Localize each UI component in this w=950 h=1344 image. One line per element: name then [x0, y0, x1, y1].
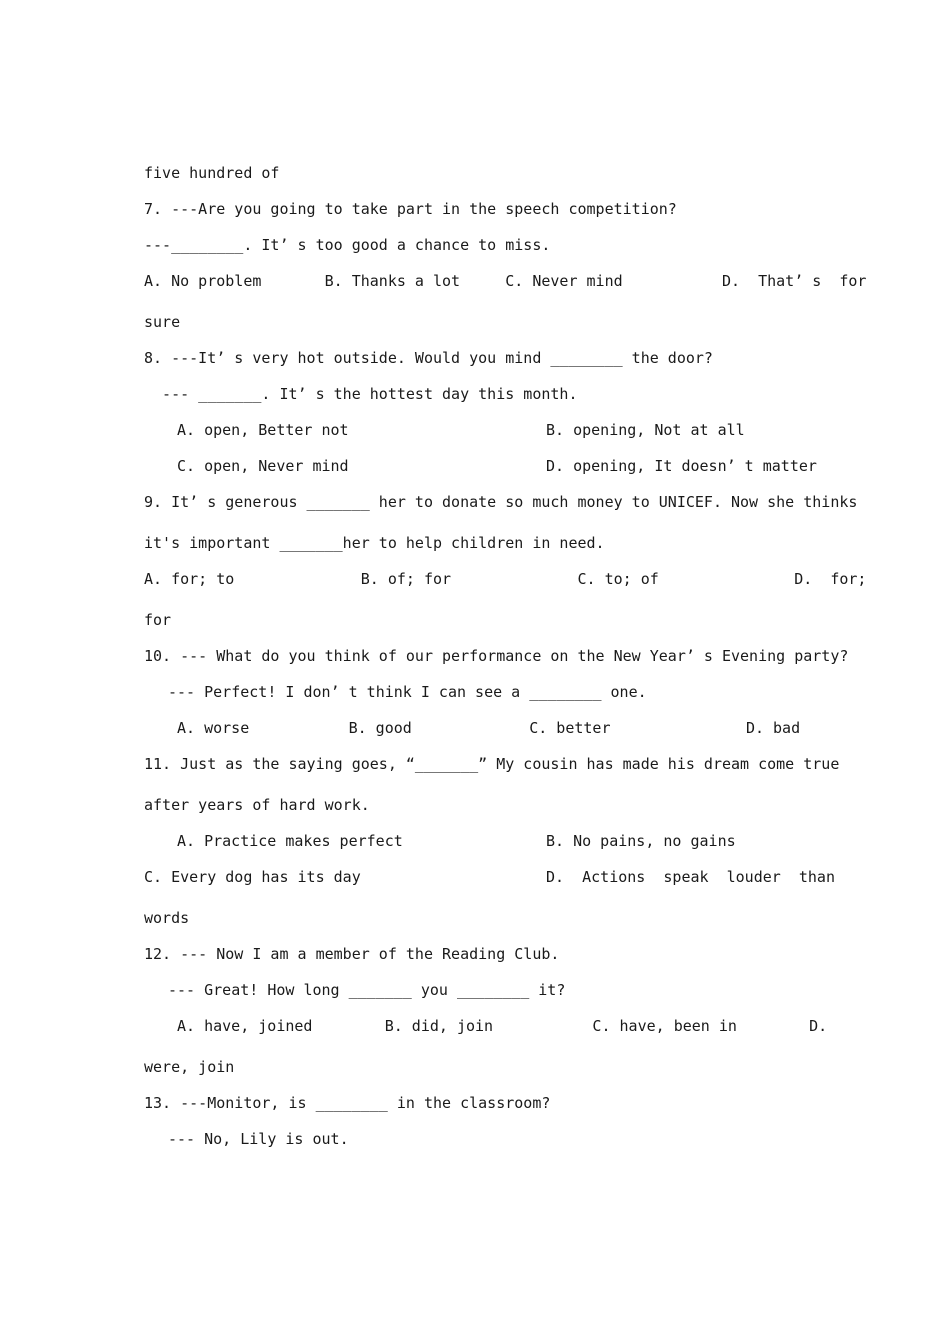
question-8-option-a: A. open, Better not [177, 421, 349, 439]
question-12-options: A. have, joined B. did, join C. have, been in D. [177, 1017, 828, 1035]
question-8-option-d: D. opening, It doesn’ t matter [546, 457, 817, 475]
question-9-stem: 9. It’ s generous _______ her to donate so much money to UNICEF. Now she thinks [144, 493, 858, 511]
question-11-option-d: D. Actions speak louder than [546, 868, 835, 886]
question-13-stem: 13. ---Monitor, is ________ in the classroom? [144, 1094, 551, 1112]
question-9-options-wrap: for [144, 611, 172, 629]
question-8-option-c: C. open, Never mind [177, 457, 349, 475]
question-12-stem: 12. --- Now I am a member of the Reading Club. [144, 945, 560, 963]
question-7-options-wrap: sure [144, 313, 181, 331]
question-10-stem: 10. --- What do you think of our performance on the New Year’ s Evening party? [144, 647, 849, 665]
question-7-stem: 7. ---Are you going to take part in the speech competition? [144, 200, 677, 218]
question-7-options: A. No problem B. Thanks a lot C. Never mind D. That’ s for [144, 272, 867, 290]
question-10-options: A. worse B. good C. better D. bad [177, 719, 801, 737]
question-11-option-a: A. Practice makes perfect [177, 832, 403, 850]
question-10-reply: --- Perfect! I don’ t think I can see a ________ one. [168, 683, 647, 701]
question-12-options-wrap: were, join [144, 1058, 235, 1076]
question-9-options: A. for; to B. of; for C. to; of D. for; [144, 570, 867, 588]
question-8-reply: --- _______. It’ s the hottest day this month. [144, 385, 578, 403]
question-8-stem: 8. ---It’ s very hot outside. Would you mind ________ the door? [144, 349, 713, 367]
question-11-stem-continued: after years of hard work. [144, 796, 370, 814]
text-line: five hundred of [144, 164, 280, 182]
question-13-reply: --- No, Lily is out. [168, 1130, 349, 1148]
question-11-stem: 11. Just as the saying goes, “_______” My cousin has made his dream come true [144, 755, 840, 773]
question-7-reply: ---________. It’ s too good a chance to miss. [144, 236, 551, 254]
question-12-reply: --- Great! How long _______ you ________ it? [168, 981, 566, 999]
question-9-stem-continued: it's important _______her to help children in need. [144, 534, 605, 552]
question-11-options-wrap: words [144, 909, 190, 927]
question-8-option-b: B. opening, Not at all [546, 421, 745, 439]
question-11-option-b: B. No pains, no gains [546, 832, 736, 850]
question-11-option-c: C. Every dog has its day [144, 868, 361, 886]
